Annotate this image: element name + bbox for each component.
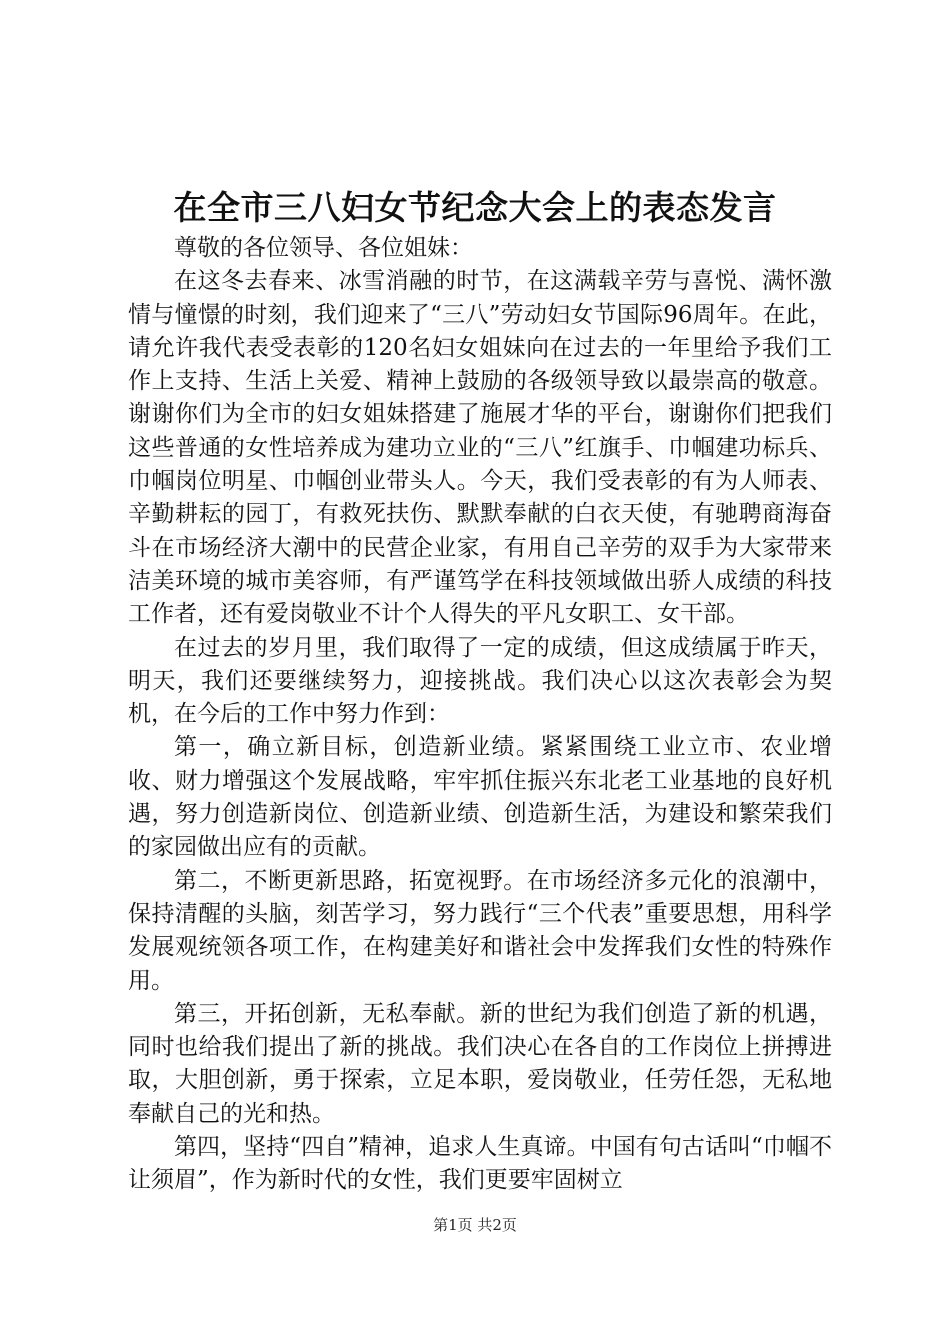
- paragraph-resolve: 在过去的岁月里，我们取得了一定的成绩，但这成绩属于昨天，明天，我们还要继续努力，迎接挑战。我们决心以这次表彰会为契机，在今后的工作中努力作到：: [128, 634, 832, 728]
- page-number-footer: 第1页 共2页: [433, 1216, 517, 1234]
- document-body: [128, 232, 832, 1198]
- paragraph-second: 第二，不断更新思路，拓宽视野。在市场经济多元化的浪潮中，保持清醒的头脑，刻苦学习，努力践行“三个代表”重要思想，用科学发展观统领各项工作，在构建美好和谐社会中发挥我们女性的特殊作用。: [128, 867, 832, 994]
- document-title: 在全市三八妇女节纪念大会上的表态发言: [173, 188, 777, 227]
- salutation: 尊敬的各位领导、各位姐妹：: [174, 235, 473, 261]
- paragraph-fourth: 第四，坚持“四自”精神，追求人生真谛。中国有句古话叫“巾帼不让须眉”，作为新时代的女性，我们更要牢固树立: [128, 1134, 832, 1194]
- paragraph-third: 第三，开拓创新，无私奉献。新的世纪为我们创造了新的机遇，同时也给我们提出了新的挑战。我们决心在各自的工作岗位上拼搏进取，大胆创新，勇于探索，立足本职，爱岗敬业，任劳任怨，无私地奉献自己的光和热。: [128, 1000, 832, 1127]
- paragraph-first: 第一，确立新目标，创造新业绩。紧紧围绕工业立市、农业增收、财力增强这个发展战略，牢牢抓住振兴东北老工业基地的良好机遇，努力创造新岗位、创造新业绩、创造新生活，为建设和繁荣我们的家园做出应有的贡献。: [128, 734, 832, 861]
- paragraph-intro: 在这冬去春来、冰雪消融的时节，在这满载辛劳与喜悦、满怀激情与憧憬的时刻，我们迎来了“三八”劳动妇女节国际96周年。在此，请允许我代表受表彰的120名妇女姐妹向在过去的一年里给予我们工作上支持、生活上关爱、精神上鼓励的各级领导致以最崇高的敬意。谢谢你们为全市的妇女姐妹搭建了施展才华的平台，谢谢你们把我们这些普通的女性培养成为建功立业的“三八”红旗手、巾帼建功标兵、巾帼岗位明星、巾帼创业带头人。今天，我们受表彰的有为人师表、辛勤耕耘的园丁，有救死扶伤、默默奉献的白衣天使，有驰聘商海奋斗在市场经济大潮中的民营企业家，有用自己辛劳的双手为大家带来洁美环境的城市美容师，有严谨笃学在科技领域做出骄人成绩的科技工作者，还有爱岗敬业不计个人得失的平凡女职工、女干部。: [128, 268, 832, 628]
